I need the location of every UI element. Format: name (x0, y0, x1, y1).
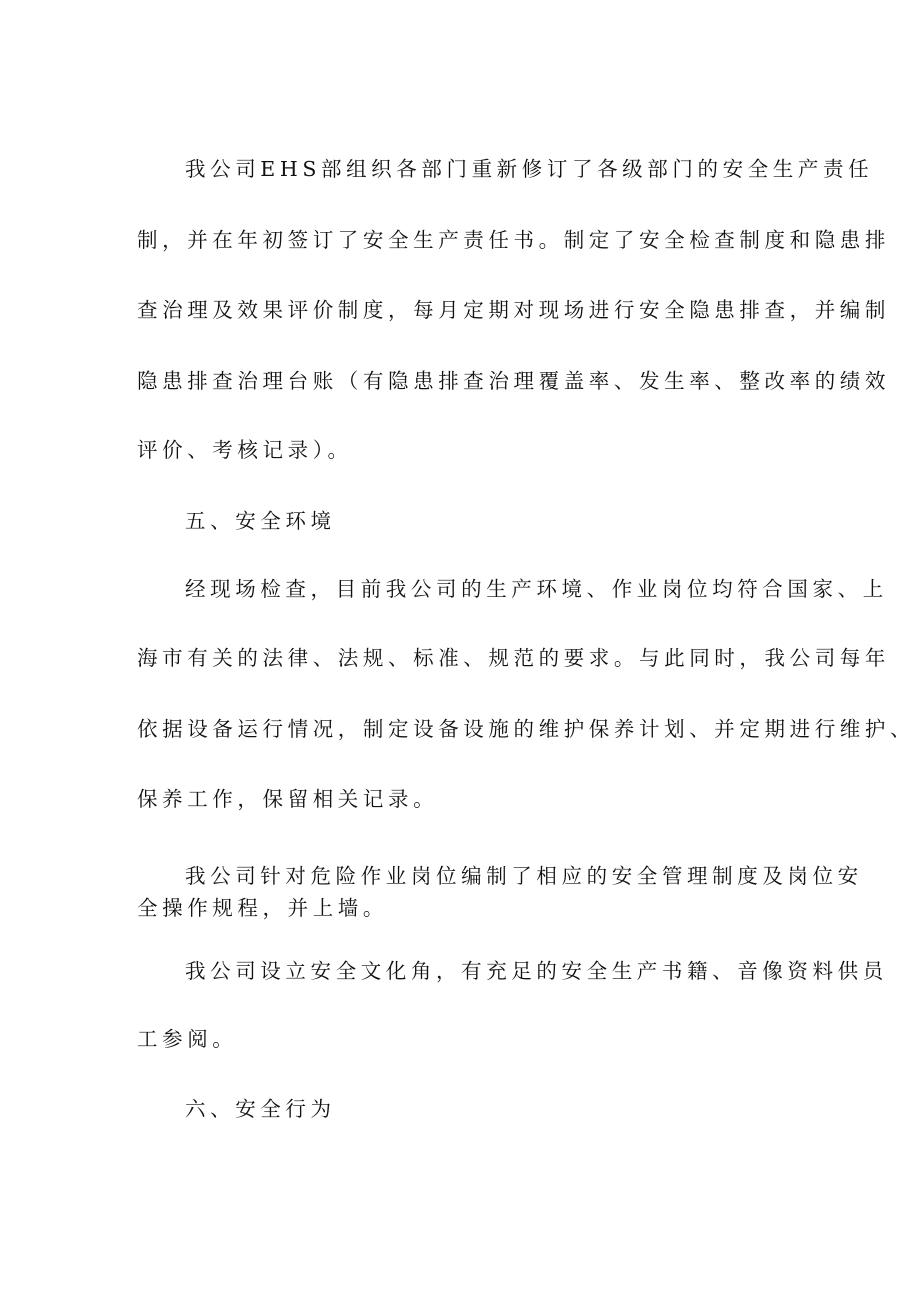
paragraph-line: 评价、考核记录）。 (137, 438, 353, 462)
paragraph-line: 全操作规程，并上墙。 (137, 896, 388, 920)
paragraph-line: 制，并在年初签订了安全生产责任书。制定了安全检查制度和隐患排 (137, 228, 890, 252)
section-heading: 六、安全行为 (185, 1097, 336, 1121)
paragraph-line: 我公司针对危险作业岗位编制了相应的安全管理制度及岗位安 (185, 864, 863, 888)
paragraph-line: 隐患排查治理台账（有隐患排查治理覆盖率、发生率、整改率的绩效 (137, 369, 890, 393)
section-heading: 五、安全环境 (185, 509, 336, 533)
paragraph-line: 海市有关的法律、法规、标准、规范的要求。与此同时，我公司每年 (137, 646, 890, 670)
paragraph-line: 保养工作，保留相关记录。 (137, 787, 439, 811)
paragraph-line: 我公司EHS部组织各部门重新修订了各级部门的安全生产责任 (185, 157, 874, 181)
paragraph-line: 工参阅。 (137, 1027, 238, 1051)
paragraph-line: 我公司设立安全文化角，有充足的安全生产书籍、音像资料供员 (185, 959, 888, 983)
paragraph-line: 依据设备运行情况，制定设备设施的维护保养计划、并定期进行维护、 (137, 717, 916, 741)
paragraph-line: 查治理及效果评价制度，每月定期对现场进行安全隐患排查，并编制 (137, 298, 890, 322)
paragraph-line: 经现场检查，目前我公司的生产环境、作业岗位均符合国家、上 (185, 577, 888, 601)
